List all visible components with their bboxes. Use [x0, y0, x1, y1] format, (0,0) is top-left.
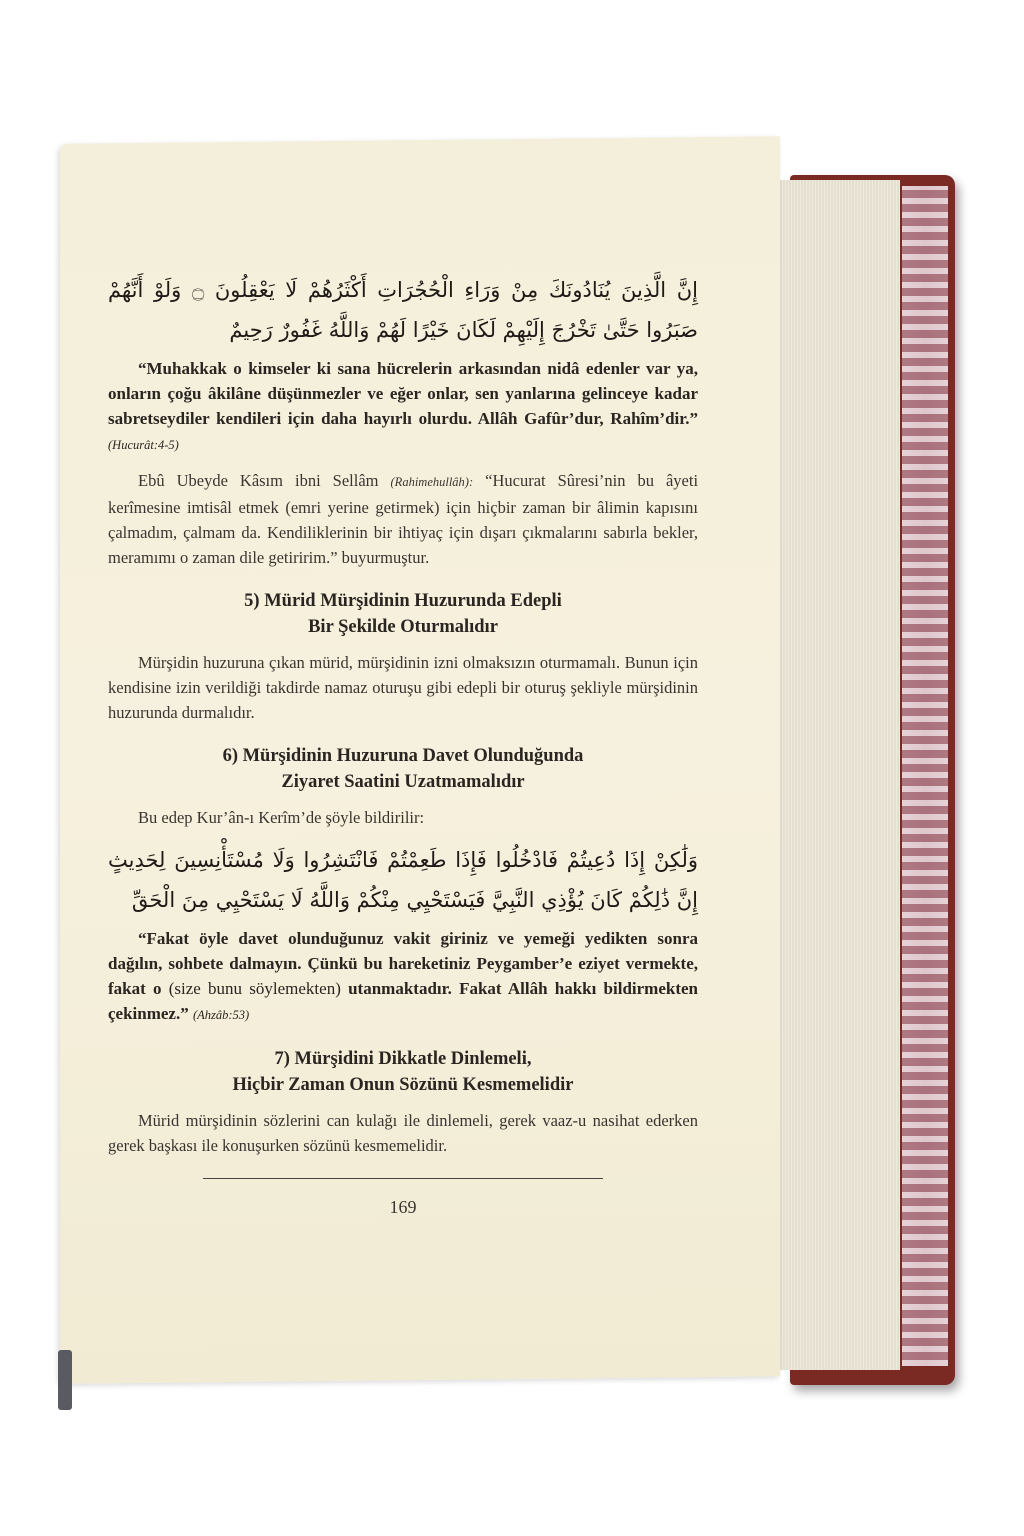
translation-hucurat: [108, 356, 698, 458]
heading-line: 6) Mürşidinin Huzuruna Davet Olunduğunda: [222, 746, 584, 766]
page-content: [108, 270, 698, 1218]
translation-text: “Fakat öyle davet olunduğunuz vakit giriniz ve yemeği yedikten sonra dağılın, sohbete dalmayın. Çünkü bu hareketiniz Peygamber’e eziyet vermekte, fakat o: [108, 929, 698, 998]
paragraph-section-5: Mürşidin huzuruna çıkan mürid, mürşidinin izni olmaksızın oturmamalı. Bunun için kendisine izin verildiği takdirde namaz oturuşu gibi edepli bir oturuş şekliyle mürşidinin huzurunda durmalıdır.: [108, 653, 698, 722]
arabic-verse-hucurat: إِنَّ الَّذِينَ يُنَادُونَكَ مِنْ وَرَاءِ الْحُجُرَاتِ أَكْثَرُهُمْ لَا يَعْقِلُونَ ۝ وَلَوْ أَنَّهُمْ صَبَرُوا حَتَّىٰ تَخْرُجَ إِلَيْهِمْ لَكَانَ خَيْرًا لَهُمْ وَاللَّهُ غَفُورٌ رَحِيمٌ: [108, 278, 698, 342]
verse-reference: (Hucurât:4-5): [108, 438, 179, 452]
paragraph-section-7: Mürid mürşidinin sözlerini can kulağı ile dinlemeli, gerek vaaz-u nasihat ederken gerek başkası ile konuşurken sözünü kesmemelidir.: [108, 1111, 698, 1155]
heading-line: Ziyaret Saatini Uzatmamalıdır: [281, 772, 525, 792]
translation-aside: (size bunu söylemekten): [168, 979, 341, 998]
decorated-page-edge: [902, 186, 948, 1366]
verse-reference: (Ahzâb:53): [192, 1008, 250, 1022]
arabic-verse-ahzab: وَلَٰكِنْ إِذَا دُعِيتُمْ فَادْخُلُوا فَإِذَا طَعِمْتُمْ فَانْتَشِرُوا وَلَا مُسْتَأْنِسِينَ لِحَدِيثٍ إِنَّ ذَٰلِكُمْ كَانَ يُؤْذِي النَّبِيَّ فَيَسْتَحْيِي مِنْكُمْ وَاللَّهُ لَا يَسْتَحْيِي مِنَ الْحَقِّ: [108, 848, 698, 912]
section-heading-6: [108, 743, 698, 795]
page-edges: [770, 180, 900, 1370]
translation-text: utanmaktadır. Fakat Allâh hakkı bildirmekten çekinmez.”: [108, 979, 699, 1023]
footer-rule: [203, 1178, 603, 1179]
page-number: 169: [389, 1197, 417, 1217]
heading-line: Bir Şekilde Oturmalıdır: [308, 617, 498, 637]
section-heading-7: [108, 1046, 698, 1098]
translation-ahzab: [108, 926, 698, 1028]
honorific: (Rahimehullâh):: [390, 475, 474, 489]
heading-line: 5) Mürid Mürşidinin Huzurunda Edepli: [244, 591, 562, 611]
paragraph-text: “Hucurat Sûresi’nin bu âyeti kerîmesine imtisâl etmek (emri yerine getirmek) için hiçbir zaman bir âlimin kapısını çalmadım, çalmam da. Kendiliklerinin bir ihtiyaç için dışarı çıkmalarını sabırla bekler, meramımı o zaman dile getiririm.” buyurmuştur.: [108, 471, 699, 567]
paragraph-lead: Ebû Ubeyde Kâsım ibni Sellâm: [138, 471, 379, 490]
paragraph-ebu-ubeyde: [108, 468, 698, 570]
heading-line: 7) Mürşidini Dikkatle Dinlemeli,: [274, 1049, 532, 1069]
bookmark-ribbon: [58, 1350, 72, 1410]
heading-line: Hiçbir Zaman Onun Sözünü Kesmemelidir: [232, 1075, 574, 1095]
translation-text: “Muhakkak o kimseler ki sana hücrelerin arkasından nidâ edenler var ya, onların çoğu âkilâne düşünmezler ve eğer onlar, sen yanlarına gelinceye kadar sabretseydiler kendileri için daha hayırlı olurdu. Allâh Gafûr’dur, Rahîm’dir.”: [108, 359, 698, 428]
section-heading-5: [108, 588, 698, 640]
paragraph-intro-verse: Bu edep Kur’ân-ı Kerîm’de şöyle bildirilir:: [138, 808, 425, 827]
